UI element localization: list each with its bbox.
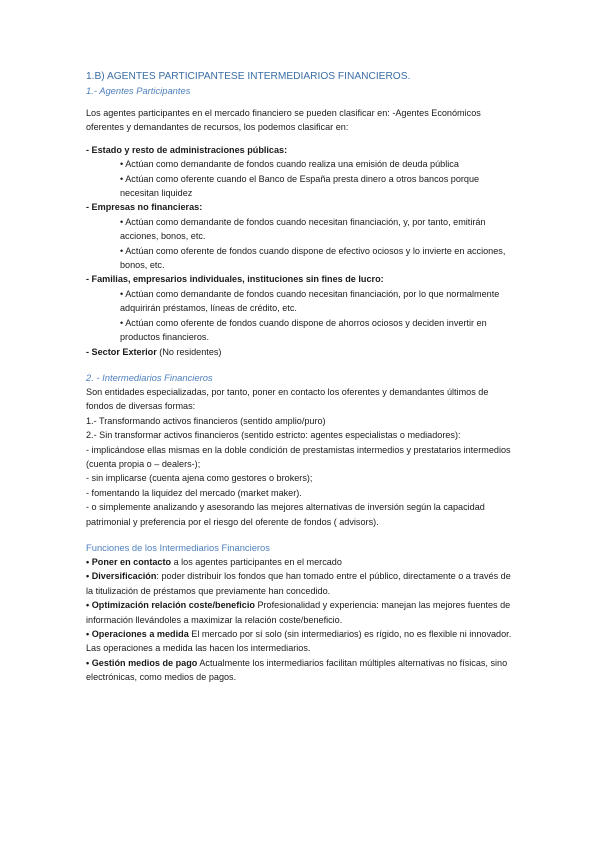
section2-line: - o simplemente analizando y asesorando las mejores alternativas de inversión según la capacidad patrimonial y preferencia por el riesgo del oferente de fondos ( advisors).: [86, 502, 485, 527]
category-label: - Familias, empresarios individuales, instituciones sin fines de lucro:: [86, 274, 384, 285]
function-item: [86, 569, 516, 598]
function-title: • Operaciones a medida: [86, 629, 189, 639]
category-suffix: (No residentes): [156, 346, 222, 357]
function-text: El mercado por sí solo (sin intermediarios) es rígido, no es flexible ni innovador. Las operaciones a medida las hacen los intermediarios.: [86, 629, 512, 654]
function-item: [86, 627, 516, 656]
section2-line: Son entidades especializadas, por tanto, poner en contacto los oferentes y demandantes últimos de fondos de diversas formas:: [86, 386, 489, 412]
section1-intro: Los agentes participantes en el mercado financiero se pueden clasificar en: -Agentes Económicos oferentes y demandantes de recursos, los podemos clasificar en:: [86, 108, 481, 133]
function-item: [86, 598, 516, 627]
section2-line: - implicándose ellas mismas en la doble condición de prestamistas intermedios y prestatarios intermedios (cuenta propia o – dealers-);: [86, 444, 511, 469]
category-item: • Actúan como demandante de fondos cuando necesitan financiación, por lo que normalmente adquirirán préstamos, líneas de crédito, etc.: [120, 288, 500, 314]
function-item: [86, 656, 516, 685]
function-title: • Poner en contacto: [86, 556, 172, 567]
section2-line: - fomentando la liquidez del mercado (market maker).: [86, 487, 302, 498]
section2-line: - sin implicarse (cuenta ajena como gestores o brokers);: [86, 473, 313, 484]
function-text: a los agentes participantes en el mercado: [171, 556, 342, 567]
document-title: 1.B) AGENTES PARTICIPANTESE INTERMEDIARIOS FINANCIEROS.: [86, 71, 411, 82]
category-item: • Actúan como demandante de fondos cuando realiza una emisión de deuda pública: [120, 159, 459, 170]
function-text: : poder distribuir los fondos que han tomado entre el público, directamente o a través de la titulización de préstamos que previamente han concedido.: [86, 571, 511, 596]
section3-heading: Funciones de los Intermediarios Financieros: [86, 541, 270, 553]
category-list: [86, 143, 516, 359]
category-item: • Actúan como oferente de fondos cuando dispone de efectivo ociosos y lo invierte en acciones, bonos, etc.: [120, 245, 506, 271]
section2-line: 1.- Transformando activos financieros (sentido amplio/puro): [86, 415, 326, 426]
category-label: - Empresas no financieras:: [86, 202, 203, 213]
category-label: - Sector Exterior: [86, 346, 157, 357]
document-content: [86, 70, 516, 685]
category-label: - Estado y resto de administraciones públicas:: [86, 144, 288, 155]
function-title: • Gestión medios de pago: [86, 657, 198, 668]
section2-heading: 2. - Intermediarios Financieros: [86, 371, 213, 383]
function-item: [86, 555, 516, 569]
category-line: [86, 345, 516, 359]
section1-heading: 1.- Agentes Participantes: [86, 85, 191, 96]
section2-body: [86, 385, 516, 529]
category-item: • Actúan como oferente cuando el Banco de España presta dinero a otros bancos porque necesitan liquidez: [120, 173, 480, 199]
section2-line: 2.- Sin transformar activos financieros (sentido estricto: agentes especialistas o mediadores):: [86, 430, 461, 441]
category-item: • Actúan como oferente de fondos cuando dispone de ahorros ociosos y deciden invertir en productos financieros.: [120, 317, 487, 343]
function-text: Actualmente los intermediarios facilitan múltiples alternativas no físicas, sino electrónicas, como medios de pagos.: [86, 657, 508, 683]
functions-list: [86, 555, 516, 685]
function-title: • Optimización relación coste/beneficio: [86, 600, 255, 611]
function-text: Profesionalidad y experiencia: manejan las mejores fuentes de información llevándoles a maximizar la relación coste/beneficio.: [86, 600, 511, 625]
category-item: • Actúan como demandante de fondos cuando necesitan financiación, y, por tanto, emitirán acciones, bonos, etc.: [120, 216, 486, 242]
function-title: • Diversificación: [86, 571, 157, 582]
